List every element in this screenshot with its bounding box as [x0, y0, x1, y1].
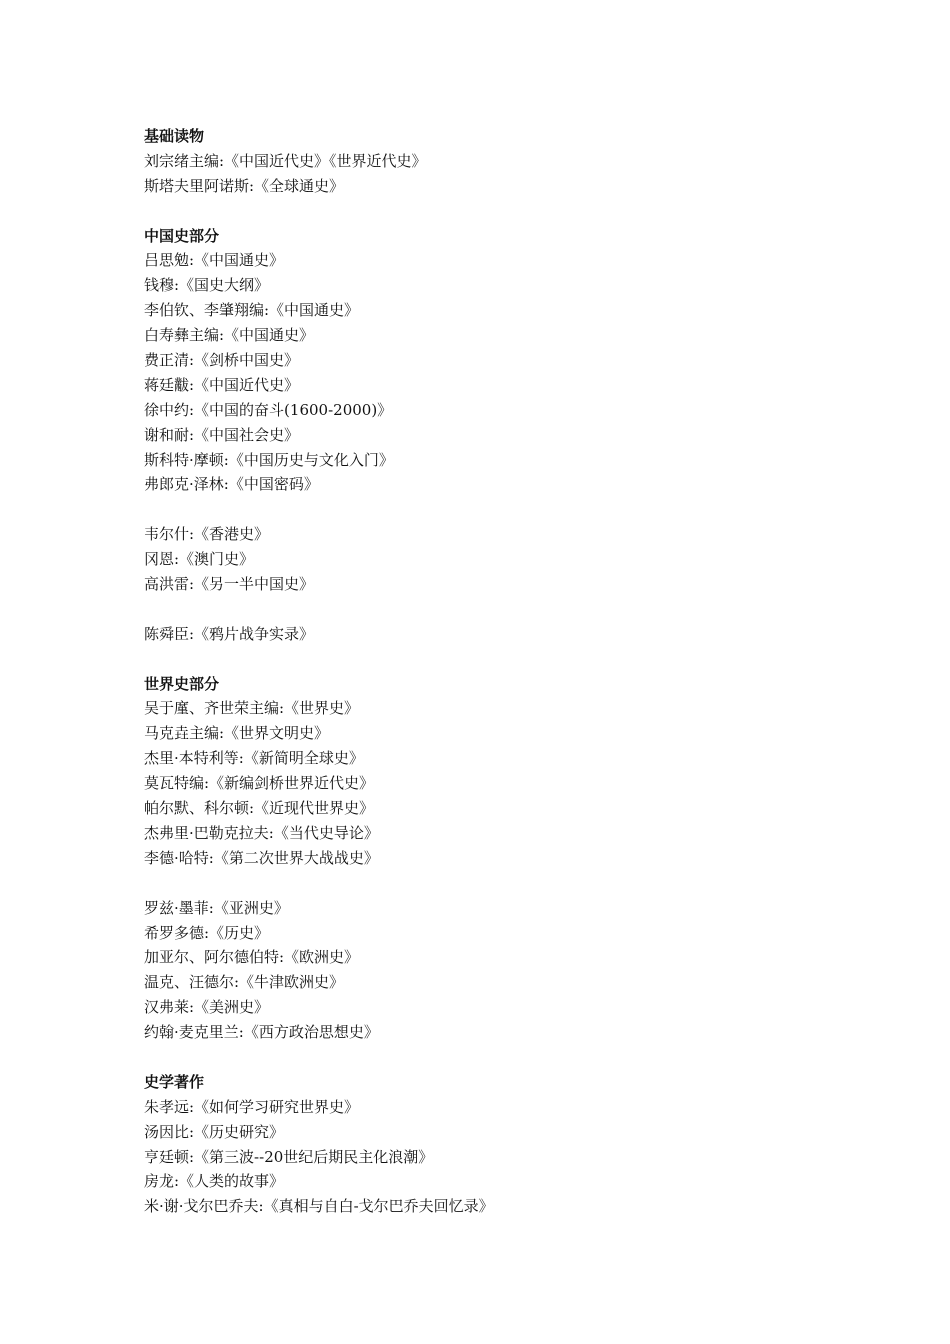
- book-entry: 莫瓦特编:《新编剑桥世界近代史》: [144, 774, 375, 793]
- book-entry: 米·谢·戈尔巴乔夫:《真相与自白-戈尔巴乔夫回忆录》: [144, 1197, 494, 1216]
- book-entry: 谢和耐:《中国社会史》: [144, 425, 300, 444]
- section-heading: 世界史部分: [144, 674, 220, 693]
- book-entry: 李伯钦、李肇翔编:《中国通史》: [144, 301, 360, 320]
- section-heading: 史学著作: [144, 1072, 205, 1091]
- book-entry: 房龙:《人类的故事》: [144, 1172, 285, 1191]
- book-entry: 白寿彝主编:《中国通史》: [144, 326, 315, 345]
- book-entry: 马克垚主编:《世界文明史》: [144, 724, 330, 743]
- book-entry: 斯科特·摩顿:《中国历史与文化入门》: [144, 450, 394, 469]
- book-entry: 弗郎克·泽林:《中国密码》: [144, 475, 319, 494]
- book-entry: 杰弗里·巴勒克拉夫:《当代史导论》: [144, 823, 379, 842]
- book-entry: 朱孝远:《如何学习研究世界史》: [144, 1097, 360, 1116]
- section-heading: 基础读物: [144, 127, 205, 145]
- book-entry: 李德·哈特:《第二次世界大战战史》: [144, 848, 379, 867]
- section-gap: [144, 1045, 904, 1070]
- group-gap: [144, 597, 904, 622]
- book-entry: 希罗多德:《历史》: [144, 923, 270, 942]
- book-entry: 费正清:《剑桥中国史》: [144, 351, 300, 370]
- book-entry: 吕思勉:《中国通史》: [144, 251, 285, 270]
- book-entry: 约翰·麦克里兰:《西方政治思想史》: [144, 1023, 379, 1042]
- book-entry: 徐中约:《中国的奋斗(1600-2000)》: [144, 400, 393, 419]
- book-entry: 钱穆:《国史大纲》: [144, 276, 270, 295]
- group-gap: [144, 871, 904, 896]
- document-page: [144, 124, 904, 1219]
- book-entry: 陈舜臣:《鸦片战争实录》: [144, 624, 315, 643]
- section-gap: [144, 199, 904, 224]
- group-gap: [144, 497, 904, 522]
- book-entry: 冈恩:《澳门史》: [144, 550, 255, 569]
- book-entry: 汉弗莱:《美洲史》: [144, 998, 270, 1017]
- book-entry: 汤因比:《历史研究》: [144, 1122, 285, 1141]
- book-entry: 韦尔什:《香港史》: [144, 525, 270, 544]
- book-entry: 杰里·本特利等:《新简明全球史》: [144, 749, 364, 768]
- book-entry: 加亚尔、阿尔德伯特:《欧洲史》: [144, 948, 360, 967]
- book-entry: 斯塔夫里阿诺斯:《全球通史》: [144, 176, 345, 195]
- book-entry: 刘宗绪主编:《中国近代史》《世界近代史》: [144, 151, 427, 170]
- book-entry: 罗兹·墨菲:《亚洲史》: [144, 898, 289, 917]
- book-entry: 亨廷顿:《第三波--20世纪后期民主化浪潮》: [144, 1147, 434, 1166]
- section-heading: 中国史部分: [144, 226, 220, 245]
- section-gap: [144, 647, 904, 672]
- book-entry: 高洪雷:《另一半中国史》: [144, 575, 315, 594]
- book-entry: 帕尔默、科尔顿:《近现代世界史》: [144, 799, 375, 818]
- book-entry: 蒋廷黻:《中国近代史》: [144, 375, 300, 394]
- book-entry: 吴于廑、齐世荣主编:《世界史》: [144, 699, 360, 718]
- book-entry: 温克、汪德尔:《牛津欧洲史》: [144, 973, 345, 992]
